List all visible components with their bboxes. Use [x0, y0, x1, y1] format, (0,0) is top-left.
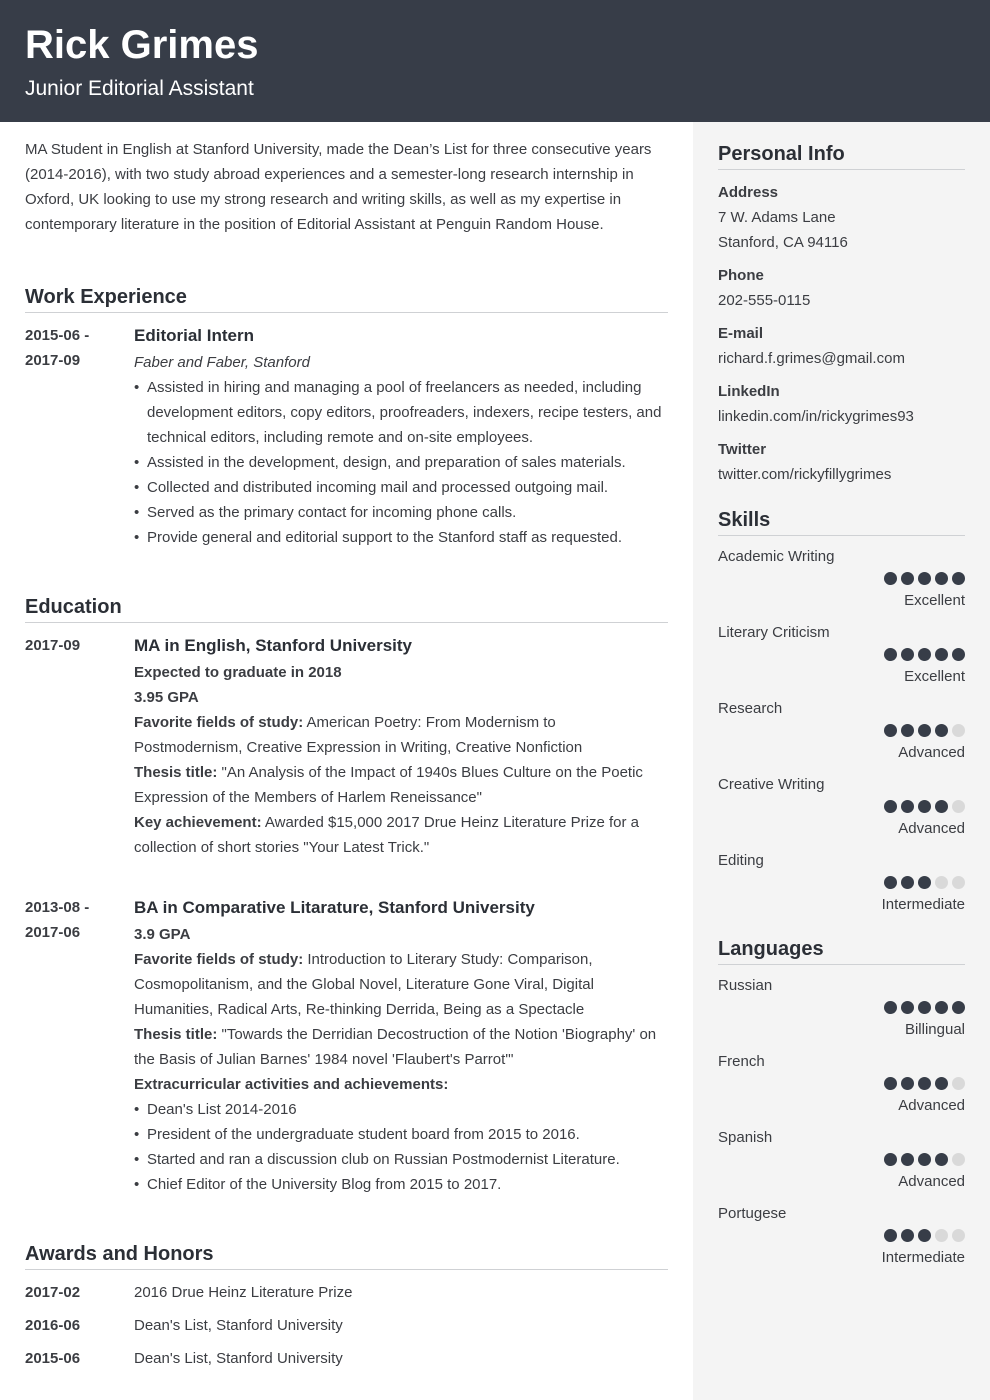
rating-dot-filled	[918, 1001, 931, 1014]
rating-dots	[718, 648, 965, 664]
award-name: 2016 Drue Heinz Literature Prize	[134, 1284, 353, 1301]
rating-dot-filled	[901, 1153, 914, 1166]
date-from: 2013-08 -	[25, 899, 90, 916]
award-row	[25, 1313, 668, 1338]
candidate-role: Junior Editorial Assistant	[25, 77, 254, 100]
skill-item-name: Editing	[718, 852, 764, 869]
section-title: Skills	[718, 507, 965, 536]
rating-dot-filled	[901, 800, 914, 813]
education-dates	[25, 895, 134, 1197]
company-name: Faber and Faber, Stanford	[134, 354, 310, 371]
list-item: • Chief Editor of the University Blog from 2015 to 2017.	[134, 1172, 668, 1197]
rating-dot-filled	[901, 1001, 914, 1014]
rating-dot-empty	[952, 1077, 965, 1090]
skill-item	[718, 698, 965, 764]
rating-dot-filled	[918, 648, 931, 661]
rating-dot-filled	[884, 1001, 897, 1014]
achievement-label: Key achievement:	[134, 814, 262, 831]
rating-dot-filled	[884, 876, 897, 889]
award-name: Dean's List, Stanford University	[134, 1350, 343, 1367]
sidebar	[693, 122, 990, 1400]
skill-item-level: Advanced	[898, 744, 965, 761]
twitter-block	[718, 437, 965, 487]
job-title: Editorial Intern	[134, 326, 254, 345]
skill-item-level: Excellent	[904, 592, 965, 609]
linkedin-block	[718, 379, 965, 429]
languages-section	[718, 936, 965, 1269]
list-item: • Dean's List 2014-2016	[134, 1097, 668, 1122]
language-item-name: French	[718, 1053, 765, 1070]
rating-dot-filled	[884, 648, 897, 661]
thesis-value: "An Analysis of the Impact of 1940s Blues Culture on the Poetic Expression of the Members of Harlem Reneissance"	[134, 764, 643, 806]
candidate-name: Rick Grimes	[25, 23, 259, 67]
fields-label: Favorite fields of study:	[134, 951, 304, 968]
thesis-value: "Towards the Derridian Decostruction of the Notion 'Biography' on the Basis of Julian Barnes' 1984 novel 'Flaubert's Parrot'"	[134, 1026, 657, 1068]
personal-info-section	[718, 141, 965, 487]
rating-dot-empty	[952, 1153, 965, 1166]
address-line: Stanford, CA 94116	[718, 234, 848, 251]
rating-dots	[718, 876, 965, 892]
section-title: Education	[25, 594, 668, 623]
language-item	[718, 1203, 965, 1269]
rating-dot-filled	[918, 572, 931, 585]
key-achievement	[134, 810, 668, 860]
resume-header	[0, 0, 990, 122]
skill-item-level: Advanced	[898, 820, 965, 837]
fields-value: American Poetry: From Modernism to Postmodernism, Creative Expression in Writing, Creative Nonfiction	[134, 714, 583, 756]
email-value: richard.f.grimes@gmail.com	[718, 350, 905, 367]
education-body	[134, 633, 668, 860]
skill-item-name: Research	[718, 700, 783, 717]
list-item: • Collected and distributed incoming mail and processed outgoing mail.	[134, 475, 668, 500]
education-entry	[25, 895, 668, 1197]
work-entry	[25, 323, 668, 550]
section-title: Languages	[718, 936, 965, 965]
language-item	[718, 1127, 965, 1193]
thesis-label: Thesis title:	[134, 1026, 218, 1043]
skill-item	[718, 546, 965, 612]
thesis	[134, 1022, 668, 1072]
phone-label: Phone	[718, 267, 764, 284]
rating-dots	[718, 1153, 965, 1169]
rating-dots	[718, 1077, 965, 1093]
language-item-level: Advanced	[898, 1097, 965, 1114]
phone-value: 202-555-0115	[718, 292, 811, 309]
language-item	[718, 1051, 965, 1117]
section-title: Work Experience	[25, 284, 668, 313]
skill-item	[718, 622, 965, 688]
summary-paragraph: MA Student in English at Stanford University, made the Dean’s List for three consecutive years (2014-2016), with two study abroad experiences and a semester-long research internship in Oxford, UK looking to use my strong research and writing skills, as well as my expertise in contemporary literature in the position of Editorial Assistant at Penguin Random House.	[25, 141, 652, 233]
list-item: • Served as the primary contact for incoming phone calls.	[134, 500, 668, 525]
rating-dot-filled	[884, 1229, 897, 1242]
language-item-level: Intermediate	[881, 1249, 965, 1266]
rating-dot-filled	[952, 1001, 965, 1014]
language-item-level: Advanced	[898, 1173, 965, 1190]
degree-title: MA in English, Stanford University	[134, 636, 413, 655]
list-item: • Assisted in hiring and managing a pool of freelancers as needed, including development editors, copy editors, proofreaders, indexers, recipe testers, and technical editors, including remote and on-site employees.	[134, 375, 668, 450]
list-item: • President of the undergraduate student board from 2015 to 2016.	[134, 1122, 668, 1147]
fields-of-study	[134, 947, 668, 1022]
thesis	[134, 760, 668, 810]
rating-dot-filled	[935, 1153, 948, 1166]
work-dates	[25, 323, 134, 550]
rating-dots	[718, 800, 965, 816]
rating-dot-filled	[935, 648, 948, 661]
rating-dot-empty	[935, 1229, 948, 1242]
graduation-note: Expected to graduate in 2018	[134, 664, 342, 681]
fields-label: Favorite fields of study:	[134, 714, 304, 731]
language-item-name: Russian	[718, 977, 773, 994]
rating-dot-filled	[918, 1153, 931, 1166]
award-row	[25, 1346, 668, 1371]
rating-dot-filled	[884, 724, 897, 737]
rating-dot-filled	[918, 1077, 931, 1090]
skills-list	[718, 546, 965, 916]
rating-dot-filled	[884, 1077, 897, 1090]
rating-dot-filled	[935, 724, 948, 737]
skills-section	[718, 507, 965, 916]
email-label: E-mail	[718, 325, 764, 342]
education-dates	[25, 633, 134, 860]
award-name: Dean's List, Stanford University	[134, 1317, 343, 1334]
job-bullets	[134, 375, 668, 550]
rating-dot-filled	[918, 876, 931, 889]
rating-dot-filled	[901, 1229, 914, 1242]
award-date: 2016-06	[25, 1317, 81, 1334]
extracurricular-label: Extracurricular activities and achievements:	[134, 1076, 449, 1093]
rating-dot-filled	[884, 572, 897, 585]
rating-dot-filled	[935, 572, 948, 585]
twitter-value: twitter.com/rickyfillygrimes	[718, 466, 892, 483]
skill-item-name: Academic Writing	[718, 548, 835, 565]
language-item-level: Billingual	[904, 1021, 965, 1038]
rating-dot-filled	[952, 572, 965, 585]
email-block	[718, 321, 965, 371]
work-body	[134, 323, 668, 550]
address-line: 7 W. Adams Lane	[718, 209, 836, 226]
rating-dot-filled	[901, 648, 914, 661]
skill-item	[718, 774, 965, 840]
rating-dots	[718, 1229, 965, 1245]
rating-dot-filled	[918, 1229, 931, 1242]
date-to: 2017-09	[25, 352, 81, 369]
rating-dot-filled	[884, 1153, 897, 1166]
skill-item-name: Creative Writing	[718, 776, 825, 793]
rating-dot-filled	[935, 800, 948, 813]
rating-dots	[718, 724, 965, 740]
fields-value: Introduction to Literary Study: Comparison, Cosmopolitanism, and the Global Novel, Literature Gone Viral, Digital Humanities, Radical Arts, Re-thinking Derrida, Being as a Spectacle	[134, 951, 594, 1018]
rating-dot-filled	[884, 800, 897, 813]
rating-dot-filled	[918, 724, 931, 737]
rating-dot-filled	[901, 724, 914, 737]
rating-dot-filled	[952, 648, 965, 661]
awards-section	[25, 1241, 668, 1371]
skill-item-level: Excellent	[904, 668, 965, 685]
list-item: • Started and ran a discussion club on Russian Postmodernist Literature.	[134, 1147, 668, 1172]
achievement-value: Awarded $15,000 2017 Drue Heinz Literature Prize for a collection of short stories "Your Latest Trick."	[134, 814, 640, 856]
award-date: 2015-06	[25, 1350, 81, 1367]
education-section	[25, 594, 668, 1197]
rating-dot-filled	[918, 800, 931, 813]
work-experience-section	[25, 284, 668, 550]
rating-dot-filled	[901, 876, 914, 889]
date-to: 2017-06	[25, 924, 81, 941]
rating-dots	[718, 572, 965, 588]
rating-dot-empty	[935, 876, 948, 889]
award-row	[25, 1280, 668, 1305]
rating-dot-empty	[952, 800, 965, 813]
section-title: Awards and Honors	[25, 1241, 668, 1270]
language-item-name: Portugese	[718, 1205, 787, 1222]
extracurricular-bullets	[134, 1097, 668, 1197]
rating-dot-empty	[952, 876, 965, 889]
gpa: 3.9 GPA	[134, 926, 191, 943]
date-from: 2015-06 -	[25, 327, 90, 344]
address-label: Address	[718, 184, 779, 201]
phone-block	[718, 263, 965, 313]
fields-of-study	[134, 710, 668, 760]
education-body	[134, 895, 668, 1197]
section-title: Personal Info	[718, 141, 965, 170]
skill-item-name: Literary Criticism	[718, 624, 830, 641]
list-item: • Provide general and editorial support to the Stanford staff as requested.	[134, 525, 668, 550]
degree-title: BA in Comparative Litarature, Stanford University	[134, 898, 535, 917]
skill-item	[718, 850, 965, 916]
education-entry	[25, 633, 668, 860]
main-column	[25, 122, 668, 1371]
rating-dots	[718, 1001, 965, 1017]
languages-list	[718, 975, 965, 1269]
linkedin-label: LinkedIn	[718, 383, 780, 400]
rating-dot-empty	[952, 724, 965, 737]
award-date: 2017-02	[25, 1284, 81, 1301]
skill-item-level: Intermediate	[881, 896, 965, 913]
rating-dot-filled	[901, 572, 914, 585]
address-block	[718, 180, 965, 255]
linkedin-value: linkedin.com/in/rickygrimes93	[718, 408, 914, 425]
rating-dot-empty	[952, 1229, 965, 1242]
date: 2017-09	[25, 637, 81, 654]
rating-dot-filled	[901, 1077, 914, 1090]
language-item-name: Spanish	[718, 1129, 773, 1146]
twitter-label: Twitter	[718, 441, 767, 458]
thesis-label: Thesis title:	[134, 764, 218, 781]
language-item	[718, 975, 965, 1041]
gpa: 3.95 GPA	[134, 689, 199, 706]
rating-dot-filled	[935, 1001, 948, 1014]
rating-dot-filled	[935, 1077, 948, 1090]
list-item: • Assisted in the development, design, and preparation of sales materials.	[134, 450, 668, 475]
